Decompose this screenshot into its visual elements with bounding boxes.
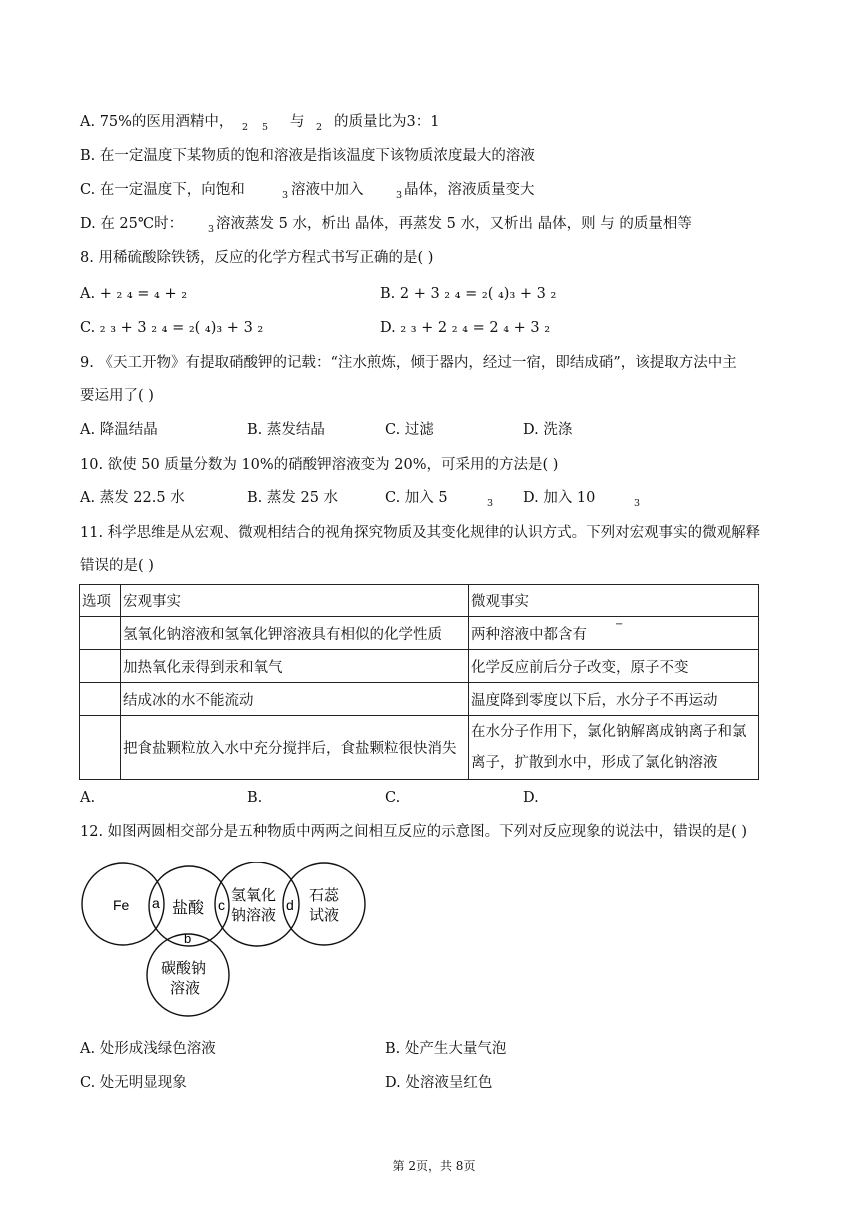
litmus-label-1: 石蕊 — [309, 887, 340, 904]
ion-charge-sup: − — [615, 619, 624, 630]
q9-stem-line2: 要运用了( ) — [80, 388, 154, 404]
q8-option-d: D. ₂ ₃ + 2 ₂ ₄ = 2 ₄ + 3 ₂ — [380, 320, 551, 336]
q7-option-a-mid: 与 — [290, 114, 305, 130]
q7-option-a-sub1: 2 — [242, 122, 249, 133]
q11-option-d: D. — [523, 790, 539, 806]
table-header-micro: 微观事实 — [469, 585, 759, 617]
table-cell-option — [80, 650, 121, 683]
q12-stem: 12. 如图两圆相交部分是五种物质中两两之间相互反应的示意图。下列对反应现象的说法中，错误的是( ) — [80, 824, 748, 840]
table-cell-micro-text: 两种溶液中都含有 — [471, 626, 587, 643]
q7-option-c-part2: 溶液中加入 — [291, 182, 364, 198]
table-cell-micro: 在水分子作用下，氯化钠解离成钠离子和氯离子，扩散到水中，形成了氯化钠溶液 — [469, 716, 759, 780]
q7-option-c-part3: 晶体，溶液质量变大 — [404, 182, 535, 198]
q7-option-c-sub1: 3 — [282, 190, 289, 201]
table-cell-macro: 结成冰的水不能流动 — [121, 683, 469, 716]
table-cell-micro: 化学反应前后分子改变，原子不变 — [469, 650, 759, 683]
table-cell-macro: 把食盐颗粒放入水中充分搅拌后，食盐颗粒很快消失 — [121, 716, 469, 780]
hcl-label: 盐酸 — [172, 900, 205, 917]
table-row — [80, 683, 759, 716]
q8-option-c: C. ₂ ₃ + 3 ₂ ₄ = ₂( ₄)₃ + 3 ₂ — [80, 320, 264, 336]
q7-option-a-sub2: 5 — [262, 122, 269, 133]
q11-stem-line1: 11. 科学思维是从宏观、微观相结合的视角探究物质及其变化规律的认识方式。下列对宏观事实的微观解释 — [80, 525, 761, 541]
table-header-row — [80, 585, 759, 617]
q11-option-b: B. — [247, 790, 263, 806]
region-a-label: a — [152, 895, 160, 911]
q9-option-d: D. 洗涤 — [523, 422, 573, 438]
q10-option-c-sub: 3 — [487, 498, 494, 509]
table-header-option: 选项 — [80, 585, 121, 617]
na2co3-label-1: 碳酸钠 — [161, 960, 207, 977]
q9-option-b: B. 蒸发结晶 — [247, 422, 325, 438]
table-header-macro: 宏观事实 — [121, 585, 469, 617]
reaction-circles-diagram — [78, 862, 378, 1022]
region-d-label: d — [286, 897, 294, 913]
table-row — [80, 617, 759, 650]
litmus-label-2: 试液 — [309, 907, 340, 924]
q11-option-c: C. — [385, 790, 401, 806]
region-c-label: c — [218, 897, 225, 913]
table-row — [80, 716, 759, 780]
q7-option-a-text: A. 75%的医用酒精中， — [80, 114, 234, 130]
q12-option-a: A. 处形成浅绿色溶液 — [80, 1041, 216, 1057]
q7-option-d-part1: D. 在 25℃时： — [80, 216, 184, 232]
na2co3-label-2: 溶液 — [170, 980, 201, 997]
q10-option-b: B. 蒸发 25 水 — [247, 490, 339, 506]
q10-option-d: D. 加入 10 — [523, 490, 596, 506]
q11-stem-line2: 错误的是( ) — [80, 558, 154, 574]
table-cell-micro: 温度降到零度以下后，水分子不再运动 — [469, 683, 759, 716]
table-cell-option — [80, 716, 121, 780]
q12-option-d: D. 处溶液呈红色 — [385, 1075, 493, 1091]
q9-stem-line1: 9. 《天工开物》有提取硝酸钾的记载：“注水煎炼，倾于器内，经过一宿，即结成硝”，该提取方法中主 — [80, 355, 737, 371]
region-b-label: b — [184, 931, 192, 946]
table-cell-macro: 氢氧化钠溶液和氢氧化钾溶液具有相似的化学性质 — [121, 617, 469, 650]
table-row — [80, 650, 759, 683]
fe-label: Fe — [113, 897, 130, 913]
q7-option-d-part2: 溶液蒸发 5 水，析出 晶体，再蒸发 5 水，又析出 晶体，则 与 的质量相等 — [216, 216, 692, 232]
q7-option-a-sub3: 2 — [316, 122, 323, 133]
q7-option-d-sub1: 3 — [208, 224, 215, 235]
q7-option-c-sub2: 3 — [396, 190, 403, 201]
q11-table — [79, 584, 759, 780]
table-cell-option — [80, 617, 121, 650]
q12-option-b: B. 处产生大量气泡 — [385, 1041, 507, 1057]
q8-option-a: A. + ₂ ₄ = ₄ + ₂ — [80, 286, 188, 302]
table-cell-macro: 加热氧化汞得到汞和氧气 — [121, 650, 469, 683]
q7-option-a-tail: 的质量比为3：1 — [334, 114, 440, 130]
naoh-label-1: 氢氧化 — [231, 887, 277, 904]
q8-option-b: B. 2 + 3 ₂ ₄ = ₂( ₄)₃ + 3 ₂ — [380, 286, 557, 302]
q7-option-c-part1: C. 在一定温度下，向饱和 — [80, 182, 245, 198]
q12-option-c: C. 处无明显现象 — [80, 1075, 187, 1091]
table-cell-micro — [469, 617, 759, 650]
table-cell-option — [80, 683, 121, 716]
q7-option-a — [80, 112, 233, 132]
q10-option-a: A. 蒸发 22.5 水 — [80, 490, 185, 506]
q7-option-b: B. 在一定温度下某物质的饱和溶液是指该温度下该物质浓度最大的溶液 — [80, 148, 535, 164]
page-footer: 第 2页，共 8页 — [392, 1159, 476, 1173]
q11-option-a: A. — [80, 790, 96, 806]
q10-option-c: C. 加入 5 — [385, 490, 448, 506]
q9-option-a: A. 降温结晶 — [80, 422, 158, 438]
litmus-circle — [283, 863, 365, 945]
naoh-label-2: 钠溶液 — [231, 907, 277, 924]
q8-stem: 8. 用稀硫酸除铁锈，反应的化学方程式书写正确的是( ) — [80, 250, 434, 266]
q10-stem: 10. 欲使 50 质量分数为 10%的硝酸钾溶液变为 20%，可采用的方法是( ) — [80, 457, 559, 473]
q9-option-c: C. 过滤 — [385, 422, 434, 438]
q10-option-d-sub: 3 — [634, 498, 641, 509]
